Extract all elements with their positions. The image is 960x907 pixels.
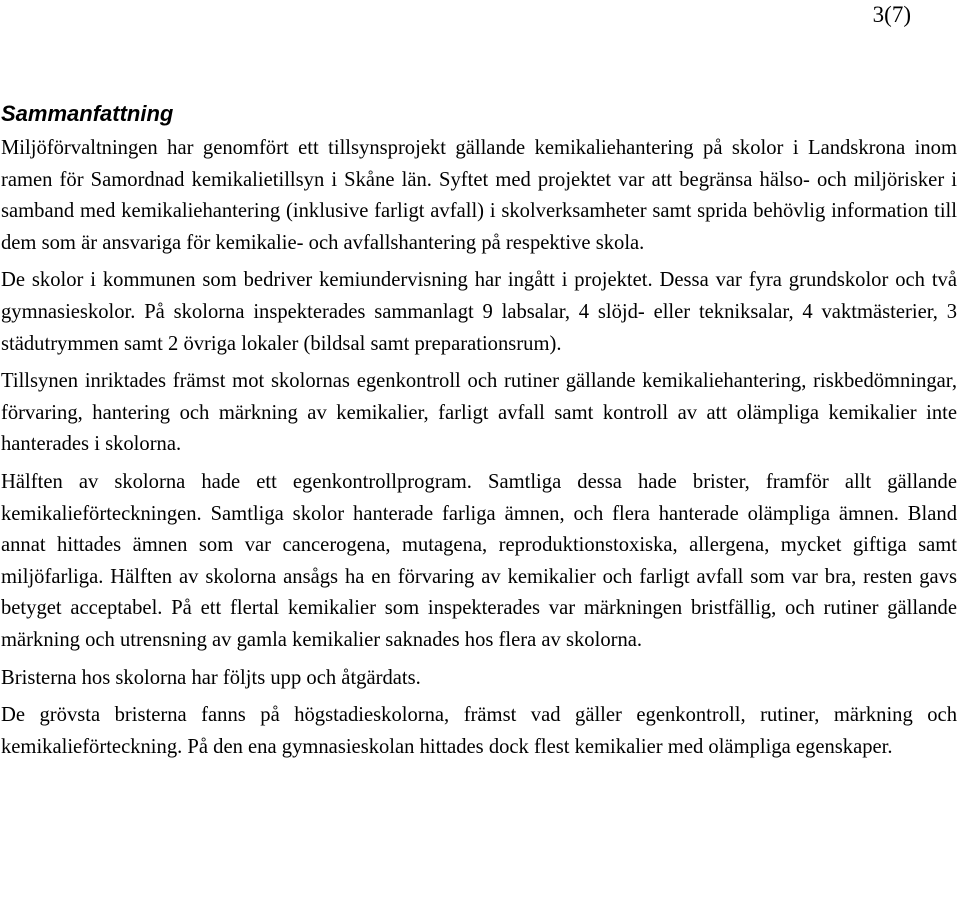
- section-heading: Sammanfattning: [1, 101, 174, 126]
- paragraph-followup: Bristerna hos skolorna har följts upp och åtgärdats.: [1, 666, 421, 689]
- page-number: 3(7): [872, 2, 911, 27]
- paragraph-focus: Tillsynen inriktades främst mot skolornas egenkontroll och rutiner gällande kemikaliehantering, riskbedömningar, förvaring, hantering och märkning av kemikalier, farligt avfall samt kontroll av att olämpliga kemikalier inte hanterades i skolorna.: [1, 370, 957, 456]
- paragraph-findings: Hälften av skolorna hade ett egenkontrollprogram. Samtliga dessa hade brister, framför allt gällande kemikalieförteckningen. Samtliga skolor hanterade farliga ämnen, och flera hanterade olämpliga ämnen. Bland annat hittades ämnen som var cancerogena, mutagena, reproduktionstoxiska, allergena, mycket giftiga samt miljöfarliga. Hälften av skolorna ansågs ha en förvaring av kemikalier och farligt avfall som var bra, resten gavs betyget acceptabel. På ett flertal kemikalier som inspekterades var märkningen bristfällig, och rutiner gällande märkning och utrensning av gamla kemikalier saknades hos flera av skolorna.: [1, 470, 957, 651]
- summary-section: [1, 100, 957, 769]
- paragraph-intro: Miljöförvaltningen har genomfört ett tillsynsprojekt gällande kemikaliehantering på skolor i Landskrona inom ramen för Samordnad kemikalietillsyn i Skåne län. Syftet med projektet var att begränsa hälso- och miljörisker i samband med kemikaliehantering (inklusive farligt avfall) i skolverksamheter samt sprida behövlig information till dem som är ansvariga för kemikalie- och avfallshantering på respektive skola.: [1, 137, 957, 254]
- paragraph-schools: De skolor i kommunen som bedriver kemiundervisning har ingått i projektet. Dessa var fyra grundskolor och två gymnasieskolor. På skolorna inspekterades sammanlagt 9 labsalar, 4 slöjd- eller tekniksalar, 4 vaktmästerier, 3 städutrymmen samt 2 övriga lokaler (bildsal samt preparationsrum).: [1, 269, 957, 355]
- paragraph-conclusion: De grövsta bristerna fanns på högstadieskolorna, främst vad gäller egenkontroll, rutiner, märkning och kemikalieförteckning. På den ena gymnasieskolan hittades dock flest kemikalier med olämpliga egenskaper.: [1, 704, 957, 758]
